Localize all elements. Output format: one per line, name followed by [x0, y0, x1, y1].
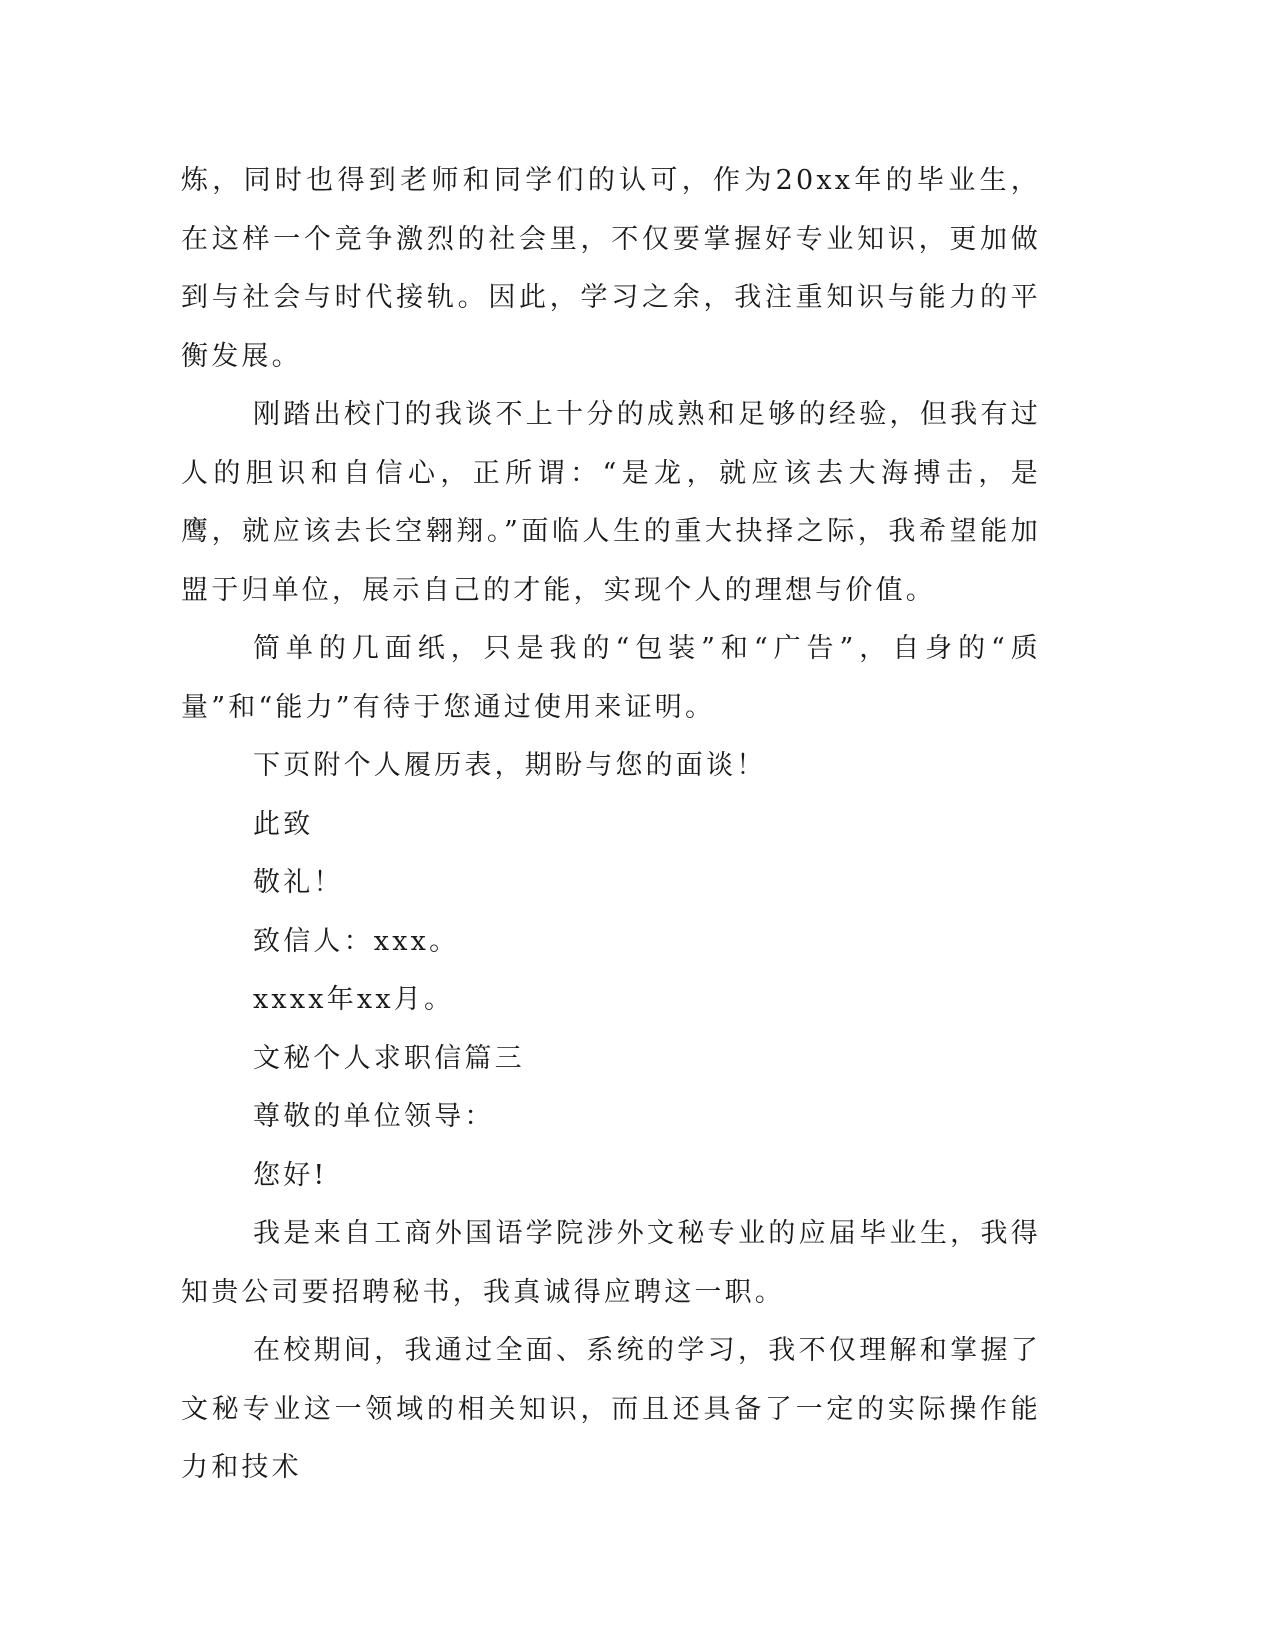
paragraph-1: 炼，同时也得到老师和同学们的认可，作为20xx年的毕业生，在这样一个竞争激烈的社会里，不仅要掌握好专业知识，更加做到与社会与时代接轨。因此，学习之余，我注重知识与能力的平衡发展。: [181, 165, 1041, 372]
paragraph-12: 我是来自工商外国语学院涉外文秘专业的应届毕业生，我得知贵公司要招聘秘书，我真诚得应聘这一职。: [181, 1218, 1041, 1308]
paragraph-4: 下页附个人履历表，期盼与您的面谈！: [253, 750, 767, 781]
salutation: 尊敬的单位领导：: [253, 1101, 495, 1132]
paragraph-7: 致信人：xxx。: [253, 925, 460, 957]
paragraph-3: 简单的几面纸，只是我的“包装”和“广告”，自身的“质量”和“能力”有待于您通过使用来证明。: [181, 633, 1041, 723]
paragraph-13: 在校期间，我通过全面、系统的学习，我不仅理解和掌握了文秘专业这一领域的相关知识，而且还具备了一定的实际操作能力和技术: [181, 1335, 1041, 1483]
paragraph-8: xxxx年xx月。: [253, 984, 455, 1015]
section-heading: 文秘个人求职信篇三: [253, 1042, 525, 1074]
greeting: 您好!: [253, 1159, 328, 1191]
paragraph-2: 刚踏出校门的我谈不上十分的成熟和足够的经验，但我有过人的胆识和自信心，正所谓：“是龙，就应该去大海搏击，是鹰，就应该去长空翱翔。”面临人生的重大抉择之际，我希望能加盟于归单位，展示自己的才能，实现个人的理想与价值。: [181, 399, 1041, 606]
letter-body: [181, 152, 1041, 1498]
paragraph-6: 敬礼！: [253, 867, 344, 898]
paragraph-5: 此致: [253, 808, 314, 840]
